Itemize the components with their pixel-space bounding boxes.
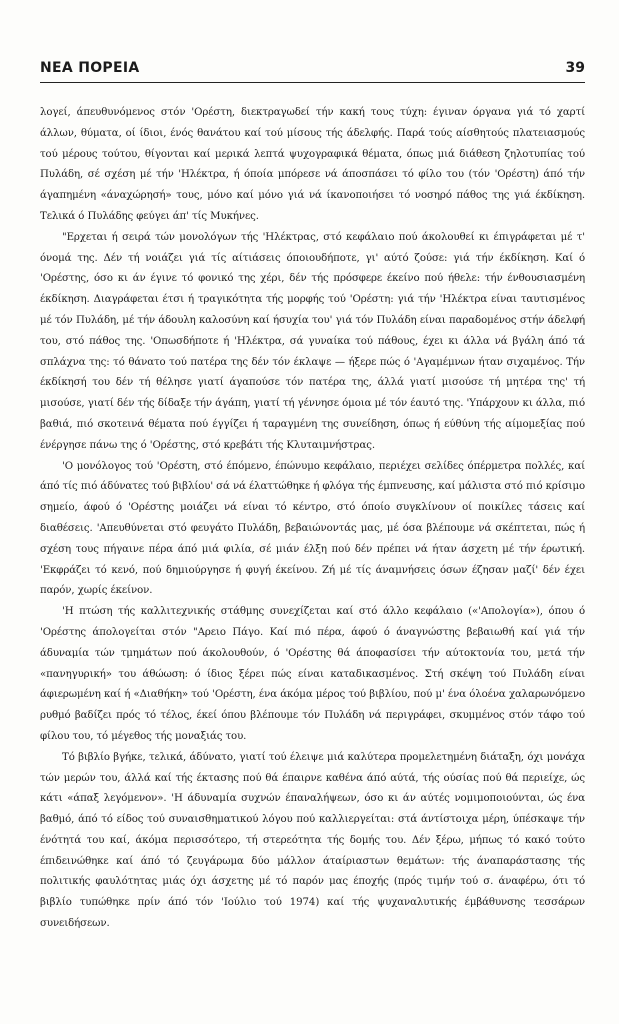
- article-body: [40, 103, 585, 935]
- paragraph: Τό βιβλίο βγήκε, τελικά, άδύνατο, γιατί τού έλειψε μιά καλύτερα προμελετημένη διάταξη, όχι μονάχα τών μερών του, άλλά καί τής έκτασης πού θά έπαιρνε καθένα άπό αύτά, τής ούσίας πού θά περιείχε, ώς κάτι «άπαξ λεγόμενον». 'Η άδυναμία συχνών έπαναλήψεων, όσο κι άν αύτές νομιμοποιούνται, ώς ένα βαθμό, άπό τό είδος τού συναισθηματικού λόγου πού καλλιεργείται: στά άντίστοιχα μέρη, ύπέσκαψε τήν ένότητά του καί, άκόμα περισσότερο, τή στερεότητα τής δομής του. Δέν ξέρω, μήπως τό κακό τούτο έπιδεινώθηκε καί άπό τό ζευγάρωμα δύο μάλλον άταίριαστων θεμάτων: τής άναπαράστασης τής πολιτικής φαυλότητας μιάς όχι άσχετης μέ τό παρόν μας έποχής (πρός τιμήν τού σ. άναφέρω, ότι τό βιβλίο τυπώθηκε πρίν άπό τόν 'Ιούλιο τού 1974) καί τής ψυχαναλυτικής έμβάθυνσης τεσσάρων συνειδήσεων.: [40, 751, 585, 930]
- paragraph: 'Ο μονόλογος τού 'Ορέστη, στό έπόμενο, έπώνυμο κεφάλαιο, περιέχει σελίδες όπέρμετρα πολλές, καί άπό τίς πιό άδύνατες τού βιβλίου' σά νά έλαττώθηκε ή φλόγα τής έμπνευσης, καί μάλιστα στό πιό κρίσιμο σημείο, άφού ό 'Ορέστης μοιάζει νά είναι τό κέντρο, στό όποίο συγκλίνουν οί ποικίλες τάσεις καί διαθέσεις. 'Απευθύνεται στό φευγάτο Πυλάδη, βεβαιώνοντάς μας, μέ όσα βλέπουμε νά σκέπτεται, πώς ή σχέση τους πήγαινε πέρα άπό μιά φιλία, σέ μιάν έλξη πού δέν πρέπει νά ήταν άσχετη μέ τήν έρωτική. 'Εκφράζει τό κενό, πού δημιούργησε ή φυγή έκείνου. Ζή μέ τίς άναμνήσεις όσων έζησαν μαζί' δέν έχει παρόν, χωρίς έκείνον.: [40, 460, 585, 597]
- paragraph: λογεί, άπευθυνόμενος στόν 'Ορέστη, διεκτραγωδεί τήν κακή τους τύχη: έγιναν όργανα γιά τό χαρτί άλλων, θύματα, οί ίδιοι, ένός θανάτου καί τού μίσους τής άδελφής. Παρά τούς αίσθητούς πλατειασμούς τού μέρους τούτου, θίγονται καί μερικά λεπτά ψυχογραφικά θέματα, όπως μιά διάθεση ζηλοτυπίας τού Πυλάδη, σέ σχέση μέ τήν 'Ηλέκτρα, ή όποία μπόρεσε νά άποσπάσει τό φίλο του (τόν 'Ορέστη) άπό τήν άγαπημένη «άναχώρησή» τους, μόνο καί μόνο γιά νά ίκανοποιήσει τό νοσηρό πάθος της γιά έκδίκηση. Τελικά ό Πυλάδης φεύγει άπ' τίς Μυκήνες.: [40, 107, 585, 222]
- journal-title: ΝΕΑ ΠΟΡΕΙΑ: [40, 60, 140, 76]
- running-header: [40, 60, 585, 83]
- paragraph: 'Η πτώση τής καλλιτεχνικής στάθμης συνεχίζεται καί στό άλλο κεφάλαιο («'Απολογία»), όπου ό 'Ορέστης άπολογείται στόν "Αρειο Πάγο. Καί πιό πέρα, άφού ό άναγνώστης βεβαιωθή καί γιά τήν άδυναμία τών τμημάτων πού άκολουθούν, ό 'Ορέστης θά άποφασίσει τήν αύτοκτονία του, μετά τήν «πανηγυρική» του άθώωση: ό ίδιος ξέρει πώς είναι καταδικασμένος. Στή σκέψη τού Πυλάδη είναι άφιερωμένη καί ή «Διαθήκη» τού 'Ορέστη, ένα άκόμα μέρος τού βιβλίου, πού μ' ένα όλοένα χαλαρωνόμενο ρυθμό βαδίζει πρός τό τέλος, έκεί όπου βλέπουμε τόν Πυλάδη νά περιγράφει, σκυμμένος στόν τάφο τού φίλου του, τό μέγεθος τής μοναξιάς του.: [40, 606, 585, 742]
- page-number: 39: [565, 60, 585, 76]
- paragraph: "Ερχεται ή σειρά τών μονολόγων τής 'Ηλέκτρας, στό κεφάλαιο πού άκολουθεί κι έπιγράφεται μέ τ' όνομά της. Δέν τή νοιάζει γιά τίς αίτιάσεις όποιουδήποτε, γι' αύτό ζούσε: γιά τήν έκδίκηση. Καί ό 'Ορέστης, όσο κι άν έγινε τό φονικό της χέρι, δέν τής πρόσφερε έκείνο πού ήθελε: τήν ένθουσιασμένη έκδίκηση. Διαγράφεται έτσι ή τραγικότητα τής μορφής τού 'Ορέστη: γιά τήν 'Ηλέκτρα είναι ταυτισμένος μέ τόν Πυλάδη, μέ τήν άδουλη καλοσύνη καί ήσυχία του' γιά τόν Πυλάδη είναι παραδομένος στήν άδελφή του, στό πάθος της. 'Οπωσδήποτε ή 'Ηλέκτρα, σά γυναίκα τού πάθους, έχει κι άλλα νά βγάλη άπό τά σπλάχνα της: τό θάνατο τού πατέρα της δέν τόν έκλαψε — ήξερε πώς ό 'Αγαμέμνων ήταν σιχαμένος. Τήν έκδίκησή του δέν τή θέλησε γιατί άγαπούσε τόν πατέρα της, άλλά γιατί μισούσε τή μητέρα της' τή μισούσε, γιατί δέν τής δίδαξε τήν άγάπη, γιατί τή γέννησε όμοια μέ τόν έαυτό της. 'Υπάρχουν κι άλλα, πιό βαθιά, πιό σκοτεινά θέματα πού έγγίζει ή ταραγμένη της συνείδηση, όπως ή εύθύνη τής αίμομεξίας πού ένέργησε πάνω της ό 'Ορέστης, στό κρεβάτι τής Κλυταιμνήστρας.: [40, 231, 585, 451]
- page: [40, 60, 585, 935]
